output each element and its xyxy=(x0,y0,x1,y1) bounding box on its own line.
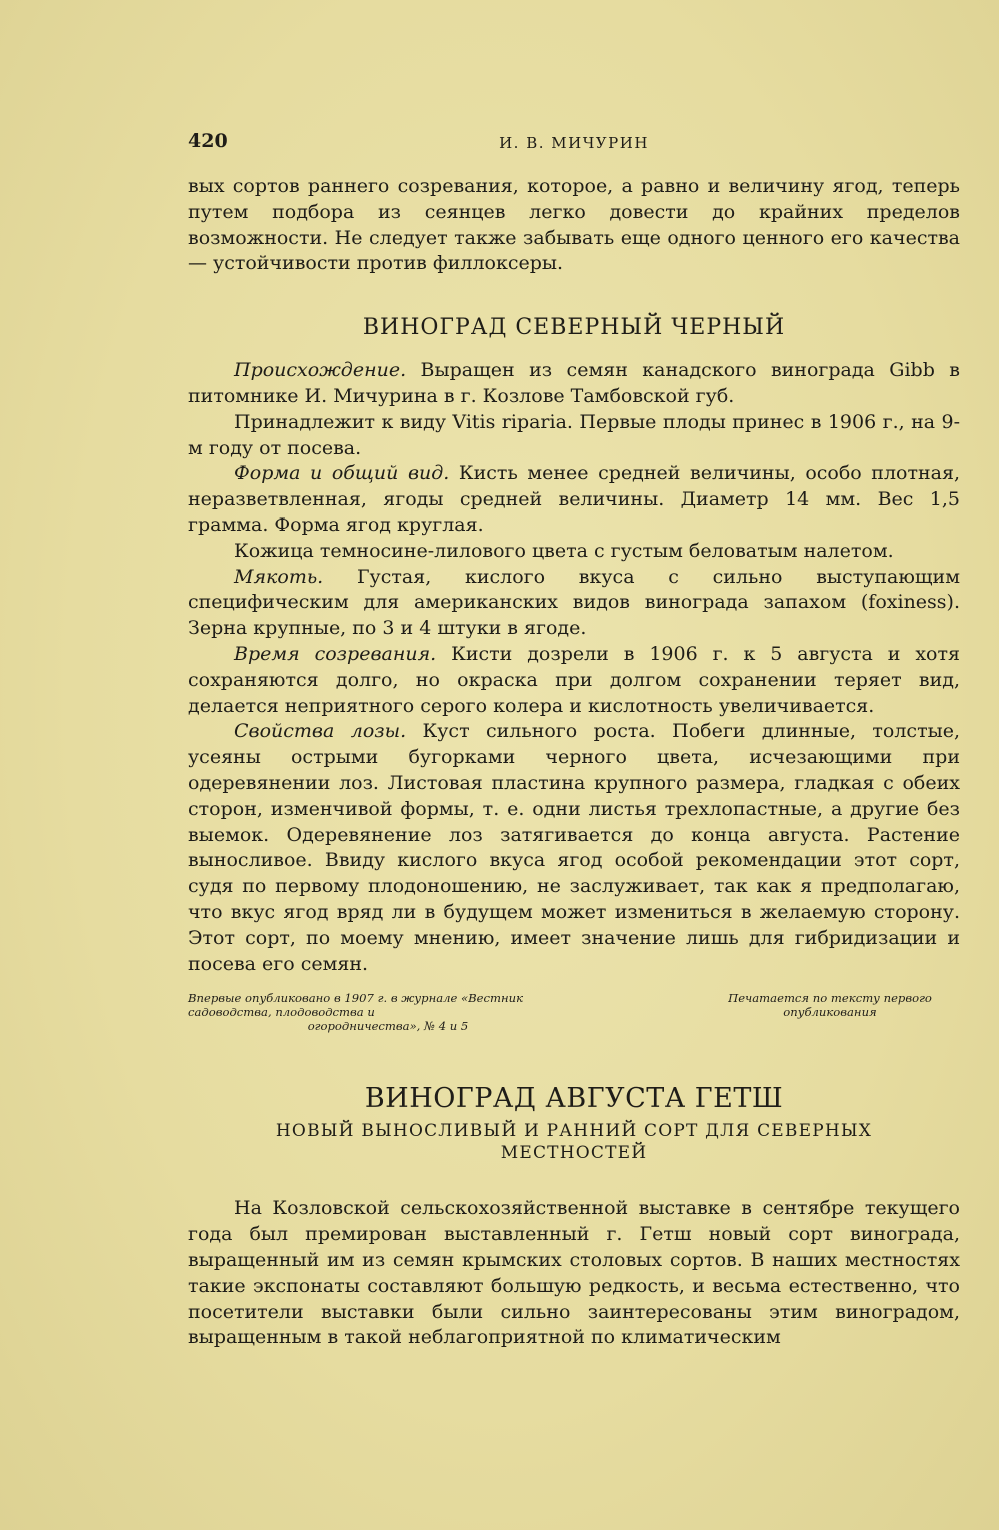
subtitle-line-2: МЕСТНОСТЕЙ xyxy=(500,1143,648,1164)
section2-subtitle xyxy=(188,1120,960,1164)
ripening-text: Кисти дозрели в 1906 г. к 5 августа и хотя сохраняются долго, но окраска при долгом сохранении теряет вид, делается неприятного серого колера и кислотность увеличивается. xyxy=(188,642,960,717)
printed-from-line-1: Печатается по тексту первого xyxy=(728,991,932,1006)
section2-paragraph: На Козловской сельскохозяйственной выставке в сентябре текущего года был премирован выставленный г. Гетш новый сорт винограда, выращенный им из семян крымских столовых сортов. В наших местностях такие экспонаты составляют большую редкость, и весьма естественно, что посетители выставки были сильно заинтересованы этим виноградом, выращенным в такой неблагоприятной по климатическим xyxy=(188,1197,960,1349)
first-published-note xyxy=(188,991,548,1033)
running-title: И. В. МИЧУРИН xyxy=(499,134,649,152)
page xyxy=(188,128,960,1351)
vine-text: Куст сильного роста. Побеги длинные, толстые, усеяны острыми бугорками черного цвета, исчезающими при одеревянении лоз. Листовая пластина крупного размера, гладкая с обеих сторон, изменчивой формы, т. е. одни листья трехлопастные, а другие без выемок. Одеревянение лоз затягивается до конца августа. Растение выносливое. Ввиду кислого вкуса ягод особой рекомендации этот сорт, судя по первому плодоношению, не заслуживает, так как я предполагаю, что вкус ягод вряд ли в будущем может измениться в желаемую сторону. Этот сорт, по моему мнению, имеет значение лишь для гибридизации и посева его семян. xyxy=(188,720,960,975)
page-number: 420 xyxy=(188,130,228,152)
vine-paragraph xyxy=(188,719,960,977)
origin-label: Происхождение. xyxy=(234,359,407,382)
ripening-label: Время созревания. xyxy=(234,642,437,665)
form-label: Форма и общий вид. xyxy=(234,462,450,485)
intro-paragraph: вых сортов раннего созревания, которое, а равно и величину ягод, теперь путем подбора из сеянцев легко довести до крайних пределов возможности. Не следует также забывать еще одного ценного его качества — устойчивости против филлоксеры. xyxy=(188,175,960,275)
flesh-text: Густая, кислого вкуса с сильно выступающим специфическим для американских видов винограда запахом (foxiness). Зерна крупные, по 3 и 4 штуки в ягоде. xyxy=(188,565,960,640)
form-text: Кисть менее средней величины, особо плотная, неразветвленная, ягоды средней величины. Диаметр 14 мм. Вес 1,5 грамма. Форма ягод круглая. xyxy=(188,462,961,536)
source-notes xyxy=(188,991,960,1033)
flesh-paragraph xyxy=(188,565,960,642)
species-paragraph: Принадлежит к виду Vitis riparia. Первые плоды принес в 1906 г., на 9-м году от посева. xyxy=(188,410,960,459)
flesh-label: Мякоть. xyxy=(234,565,324,588)
printed-from-note xyxy=(700,991,960,1033)
vine-label: Свойства лозы. xyxy=(234,720,407,743)
origin-paragraph xyxy=(188,358,960,410)
printed-from-line-2: опубликования xyxy=(783,1005,877,1020)
first-published-line-1: Впервые опубликовано в 1907 г. в журнале «Вестник садоводства, плодоводства и xyxy=(188,991,524,1020)
first-published-line-2: огородничества», № 4 и 5 xyxy=(307,1019,469,1034)
form-paragraph xyxy=(188,461,960,538)
subtitle-line-1: НОВЫЙ ВЫНОСЛИВЫЙ И РАННИЙ СОРТ ДЛЯ СЕВЕРНЫХ xyxy=(275,1121,873,1142)
section1-title: ВИНОГРАД СЕВЕРНЫЙ ЧЕРНЫЙ xyxy=(362,315,786,341)
section2-title: ВИНОГРАД АВГУСТА ГЕТШ xyxy=(364,1083,784,1115)
ripening-paragraph xyxy=(188,642,960,719)
running-head xyxy=(188,128,960,158)
skin-paragraph: Кожица темносине-лилового цвета с густым беловатым налетом. xyxy=(234,539,894,562)
origin-text: Выращен из семян канадского винограда Gibb в питомнике И. Мичурина в г. Козлове Тамбовской губ. xyxy=(188,359,960,407)
